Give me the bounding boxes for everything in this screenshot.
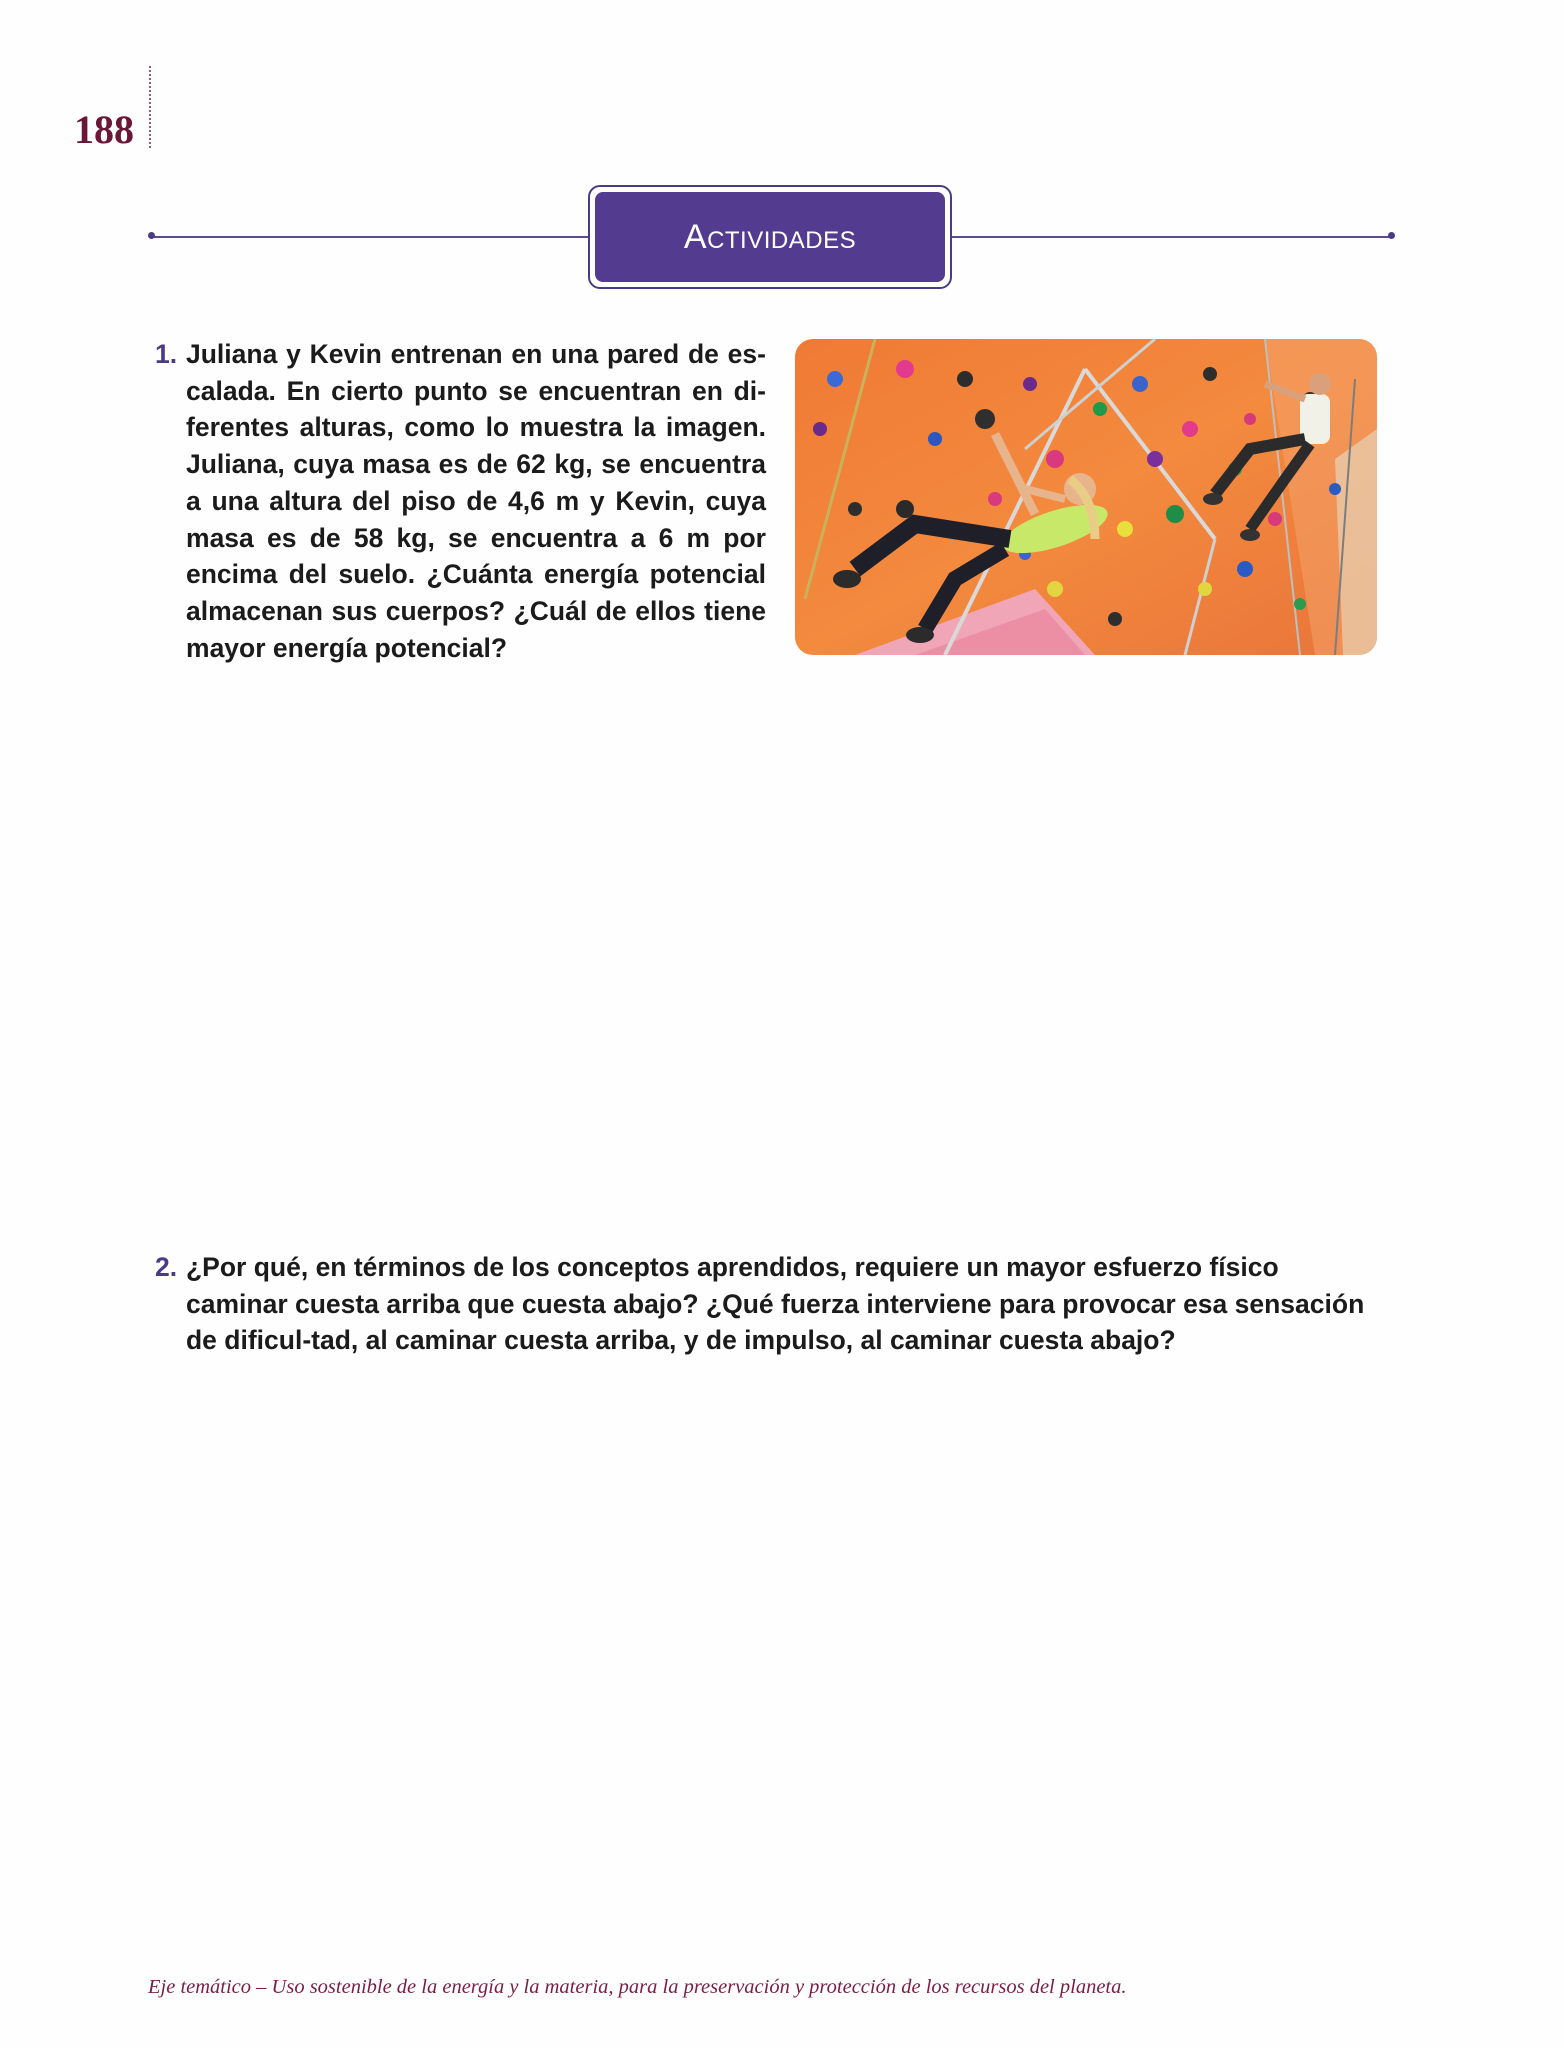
- question-text: ¿Por qué, en términos de los conceptos aprendidos, requiere un mayor esfuerzo físico caminar cuesta arriba que cuesta abajo? ¿Qué fuerza interviene para provocar esa sensación de dificul-tad, al caminar cuesta arriba, y de impulso, al caminar cuesta abajo?: [186, 1252, 1365, 1356]
- question-text: Juliana y Kevin entrenan en una pared de es-calada. En cierto punto se encuentran en di-ferentes alturas, como lo muestra la imagen. Juliana, cuya masa es de 62 kg, se encuentra a una altura del piso de 4,6 m y Kevin, cuya masa es de 58 kg, se encuentra a 6 m por encima del suelo. ¿Cuánta energía potencial almacenan sus cuerpos? ¿Cuál de ellos tiene mayor energía potencial?: [186, 339, 766, 663]
- page-number: 188: [74, 107, 134, 152]
- rule-dot-left: [148, 232, 155, 239]
- question-2: [155, 1249, 1386, 1359]
- page-number-divider: [149, 66, 151, 148]
- climbing-wall-photo: [795, 339, 1377, 655]
- question-number: 2.: [155, 1252, 178, 1282]
- question-number: 1.: [155, 339, 178, 369]
- footer-axis-text: Eje temático – Uso sostenible de la energía y la materia, para la preservación y protección de los recursos del planeta.: [148, 1976, 1127, 1998]
- rule-dot-right: [1388, 232, 1395, 239]
- section-title: Actividades: [595, 192, 945, 282]
- question-1: [155, 336, 766, 666]
- section-banner: [588, 185, 952, 289]
